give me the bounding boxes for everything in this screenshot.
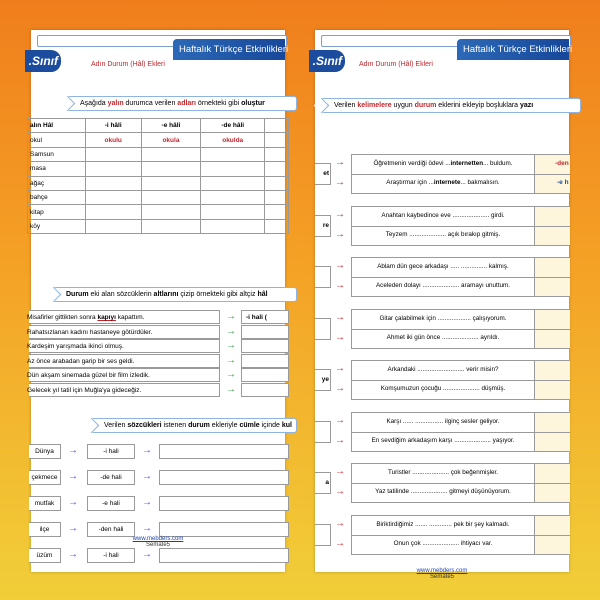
e-case-cell[interactable] (141, 147, 201, 161)
e-case-cell[interactable] (141, 219, 201, 233)
sentence-text: Onun çok ..................... ihtiyacı var. (393, 539, 493, 547)
sentence-text: Anahtarı kaybedince eve ..................... girdi. (381, 211, 505, 219)
divider (535, 535, 570, 536)
arrow-right-icon: → (335, 517, 345, 529)
arrow-right-icon: → (335, 331, 345, 343)
arrow-right-icon: → (335, 434, 345, 446)
footer-author: Sematé5 (145, 542, 170, 548)
table-row (28, 162, 289, 176)
answer-column[interactable] (534, 413, 570, 451)
sentence-text: Aceleden dolayı ..................... aramayı unuttum. (375, 282, 511, 289)
word-cell: ağaç (28, 176, 86, 190)
divider (352, 174, 534, 175)
arrow-right-icon: → (142, 445, 152, 456)
footer-link[interactable]: www.mebders.com (132, 536, 184, 542)
answer-text: -e h (557, 179, 569, 186)
answer-column[interactable] (534, 207, 570, 245)
divider (535, 226, 570, 227)
given-word-box (315, 266, 331, 288)
arrow-right-icon: → (335, 486, 345, 497)
answer-box[interactable] (241, 354, 289, 368)
speech-tip (46, 287, 62, 303)
word-cell: masa (28, 162, 86, 176)
extra-cell[interactable] (265, 133, 289, 147)
divider (535, 380, 570, 381)
sentence-pair-box (351, 257, 569, 297)
sentence-text: Turistler ..................... çok beğenmişler. (388, 469, 498, 476)
word-cell: köy (28, 219, 86, 233)
answer-column[interactable] (534, 361, 570, 399)
given-word: ilçe (29, 522, 61, 537)
sentence-text: Kardeşim yarışmada ikinci olmuş. (27, 343, 124, 350)
given-word-box (315, 524, 331, 546)
extra-cell[interactable] (265, 162, 289, 176)
sentence-text: Öğretmenin verdiği ödevi ...internetten... buldum. (373, 160, 513, 167)
arrow-right-icon: → (142, 549, 152, 560)
arrow-right-icon: → (335, 177, 345, 188)
given-word-box: ye (315, 369, 331, 391)
section3-instruction: Verilen sözcükleri istenen durum ekleriyle cümle içinde kul (91, 418, 297, 433)
sentence-answer-box[interactable] (159, 522, 289, 537)
i-case-cell[interactable] (85, 205, 141, 219)
case-box: -den hali (87, 522, 135, 537)
sentence-text: Az önce arabadan garip bir ses geldi. (27, 357, 135, 365)
word-cell: okul (28, 133, 86, 147)
speech-tip (60, 96, 76, 112)
sentence-answer-box[interactable] (159, 496, 289, 511)
de-case-cell[interactable] (201, 205, 265, 219)
sentence-pair-box (351, 154, 569, 194)
divider (352, 226, 534, 227)
page-footer (315, 568, 569, 580)
answer-column[interactable] (534, 464, 570, 502)
e-case-cell[interactable] (141, 190, 201, 204)
sentence-text: Komşumuzun çocuğu ..................... düşmüş. (380, 385, 506, 392)
sentence-pair-box (351, 412, 569, 452)
answer-box[interactable]: -i hali ( (241, 310, 289, 324)
arrow-right-icon: → (226, 383, 236, 395)
arrow-right-icon: → (335, 363, 345, 374)
underlined-word: kapıyı (97, 314, 116, 321)
given-word: mutfak (29, 496, 61, 511)
table-row (28, 176, 289, 190)
case-box: -i hali (87, 444, 135, 459)
sentence-pair-box (351, 463, 569, 503)
sentence-answer-box[interactable] (159, 444, 289, 459)
arrow-right-icon: → (335, 537, 345, 549)
given-word: Dünya (29, 444, 61, 459)
given-word: üzüm (29, 548, 61, 563)
answer-column[interactable] (534, 310, 570, 348)
sentence-answer-box[interactable] (159, 548, 289, 563)
e-case-cell[interactable] (141, 176, 201, 190)
arrow-right-icon: → (335, 414, 345, 426)
sentence-pair-box (351, 309, 569, 349)
given-word-box: a (315, 472, 331, 494)
table-row (28, 133, 289, 147)
arrow-right-icon: → (335, 311, 345, 323)
given-word-box (315, 318, 331, 340)
answer-column[interactable] (534, 258, 570, 296)
footer-author: Sematé5 (429, 574, 454, 580)
word-cell: kitap (28, 205, 86, 219)
i-case-cell[interactable] (85, 219, 141, 233)
column-header (265, 119, 289, 133)
i-case-cell[interactable] (85, 162, 141, 176)
sentence-pair-box (351, 515, 569, 555)
page-header (312, 30, 573, 74)
i-case-cell[interactable] (85, 190, 141, 204)
de-case-cell[interactable]: okulda (201, 133, 265, 147)
sentence-text: Dün akşam sinemada güzel bir film izledik. (27, 372, 150, 379)
column-header: -e hâli (141, 119, 201, 133)
sentence-text: Misafirler gittikten sonra kapıyı kapattım. (27, 314, 145, 321)
arrow-right-icon: → (142, 497, 152, 508)
arrow-right-icon: → (335, 228, 345, 240)
answer-box[interactable] (241, 339, 289, 353)
i-case-cell[interactable]: okulu (85, 133, 141, 147)
footer-link[interactable]: www.mebders.com (416, 568, 468, 574)
case-box: -e hali (87, 496, 135, 511)
sentence-text: Gelecek yıl tatil için Muğla'ya gideceğiz. (27, 386, 142, 394)
column-header: alın Hâl (28, 119, 86, 133)
divider (352, 535, 534, 536)
arrow-right-icon: → (226, 354, 236, 366)
answer-text: -den (555, 160, 569, 167)
sentence-text: Arkandaki ........................... verir misin? (387, 366, 499, 373)
table-row (28, 205, 289, 219)
divider (535, 483, 570, 484)
arrow-right-icon: → (68, 523, 78, 534)
arrow-right-icon: → (335, 383, 345, 394)
header-banner: Haftalık Türkçe Etkinlikleri (457, 39, 569, 60)
extra-cell[interactable] (265, 219, 289, 233)
sentence-text: Ablam dün gece arkadaşı ..... ............... kalmış. (377, 263, 509, 270)
sentence-text: Ahmet iki gün önce ..................... ayrıldı. (386, 333, 500, 341)
e-case-cell[interactable] (141, 205, 201, 219)
divider (535, 277, 570, 278)
extra-cell[interactable] (265, 147, 289, 161)
arrow-right-icon: → (68, 549, 78, 560)
section1-instruction: Aşağıda yalın durumca verilen adları örnekteki gibi oluştur (67, 96, 297, 111)
column-header: -i hâli (85, 119, 141, 133)
case-box: -de hali (87, 470, 135, 485)
divider (352, 432, 534, 433)
de-case-cell[interactable] (201, 176, 265, 190)
class-logo: .Sınıf (309, 50, 345, 72)
sentence-answer-box[interactable] (159, 470, 289, 485)
arrow-right-icon: → (68, 497, 78, 508)
divider (535, 432, 570, 433)
page-header (28, 30, 289, 74)
arrow-right-icon: → (226, 369, 236, 380)
class-logo: .Sınıf (25, 50, 61, 72)
given-word: çekmece (29, 470, 61, 485)
sentence-pair-box (351, 360, 569, 400)
arrow-right-icon: → (335, 157, 345, 168)
sentence-text: Yaz tatilinde ..................... gitmeyi düşünüyorum. (375, 488, 511, 495)
sentence-text: Rahatsızlanan kadını hastaneye götürdüler. (27, 328, 153, 336)
arrow-right-icon: → (335, 208, 345, 220)
speech-tip (314, 98, 330, 114)
arrow-right-icon: → (226, 325, 236, 337)
answer-column[interactable] (534, 516, 570, 554)
divider (352, 380, 534, 381)
sentence-text: Araştırmar için ...internete... bakmalısın. (386, 179, 500, 186)
divider (352, 329, 534, 330)
answer-box[interactable] (241, 368, 289, 382)
page2-instruction: Verilen kelimelere uygun durum eklerini ekleyip boşluklara yazı (321, 98, 581, 113)
arrow-right-icon: → (142, 523, 152, 534)
table-row (28, 147, 289, 161)
given-word-box: re (315, 215, 331, 237)
worksheet-subtitle: Adın Durum (Hâl) Ekleri (91, 61, 165, 68)
speech-tip (84, 418, 100, 434)
sentence-text: Biriktirdiğimiz ....... ............. pek bir şey kalmadı. (376, 520, 510, 528)
de-case-cell[interactable] (201, 219, 265, 233)
word-cell: Samsun (28, 147, 86, 161)
sentence-text: Karşı ...... ................ ilginç sesler geliyor. (386, 417, 500, 425)
sentence-pair-box (351, 206, 569, 246)
i-case-cell[interactable] (85, 147, 141, 161)
column-header: -de hâli (201, 119, 265, 133)
arrow-right-icon: → (335, 280, 345, 291)
answer-box[interactable] (241, 383, 289, 397)
table-row (28, 190, 289, 204)
case-table-header (28, 119, 289, 133)
arrow-right-icon: → (68, 471, 78, 482)
arrow-right-icon: → (226, 311, 236, 322)
page-footer (31, 536, 285, 548)
de-case-cell[interactable] (201, 147, 265, 161)
case-box: -i hali (87, 548, 135, 563)
answer-box[interactable] (241, 325, 289, 339)
case-table (27, 118, 289, 234)
i-case-cell[interactable] (85, 176, 141, 190)
worksheet-subtitle: Adın Durum (Hâl) Ekleri (359, 61, 433, 68)
arrow-right-icon: → (335, 260, 345, 271)
worksheet-page-2 (312, 30, 573, 580)
divider (352, 483, 534, 484)
extra-cell[interactable] (265, 190, 289, 204)
given-word-box: et (315, 163, 331, 185)
arrow-right-icon: → (68, 445, 78, 456)
extra-cell[interactable] (265, 205, 289, 219)
divider (535, 174, 570, 175)
arrow-right-icon: → (335, 466, 345, 477)
extra-cell[interactable] (265, 176, 289, 190)
sentence-text: Gitar çalabilmek için ................... çalışıyorum. (379, 314, 507, 322)
sentence-text: Teyzem ..................... açık bırakıp gitmiş. (385, 230, 501, 238)
worksheet-page-1 (27, 30, 292, 572)
answer-column[interactable] (534, 155, 570, 193)
arrow-right-icon: → (142, 471, 152, 482)
divider (535, 329, 570, 330)
table-row (28, 219, 289, 233)
arrow-right-icon: → (226, 340, 236, 351)
divider (352, 277, 534, 278)
e-case-cell[interactable] (141, 162, 201, 176)
de-case-cell[interactable] (201, 162, 265, 176)
de-case-cell[interactable] (201, 190, 265, 204)
word-cell: bahçe (28, 190, 86, 204)
given-word-box (315, 421, 331, 443)
section2-instruction: Durum eki alan sözcüklerin altlarını çizip örnekteki gibi altçiz hâl (53, 287, 297, 302)
e-case-cell[interactable]: okula (141, 133, 201, 147)
header-banner: Haftalık Türkçe Etkinlikleri (173, 39, 285, 60)
sentence-text: En sevdiğim arkadaşım karşı ..................... yaşıyor. (371, 436, 515, 444)
